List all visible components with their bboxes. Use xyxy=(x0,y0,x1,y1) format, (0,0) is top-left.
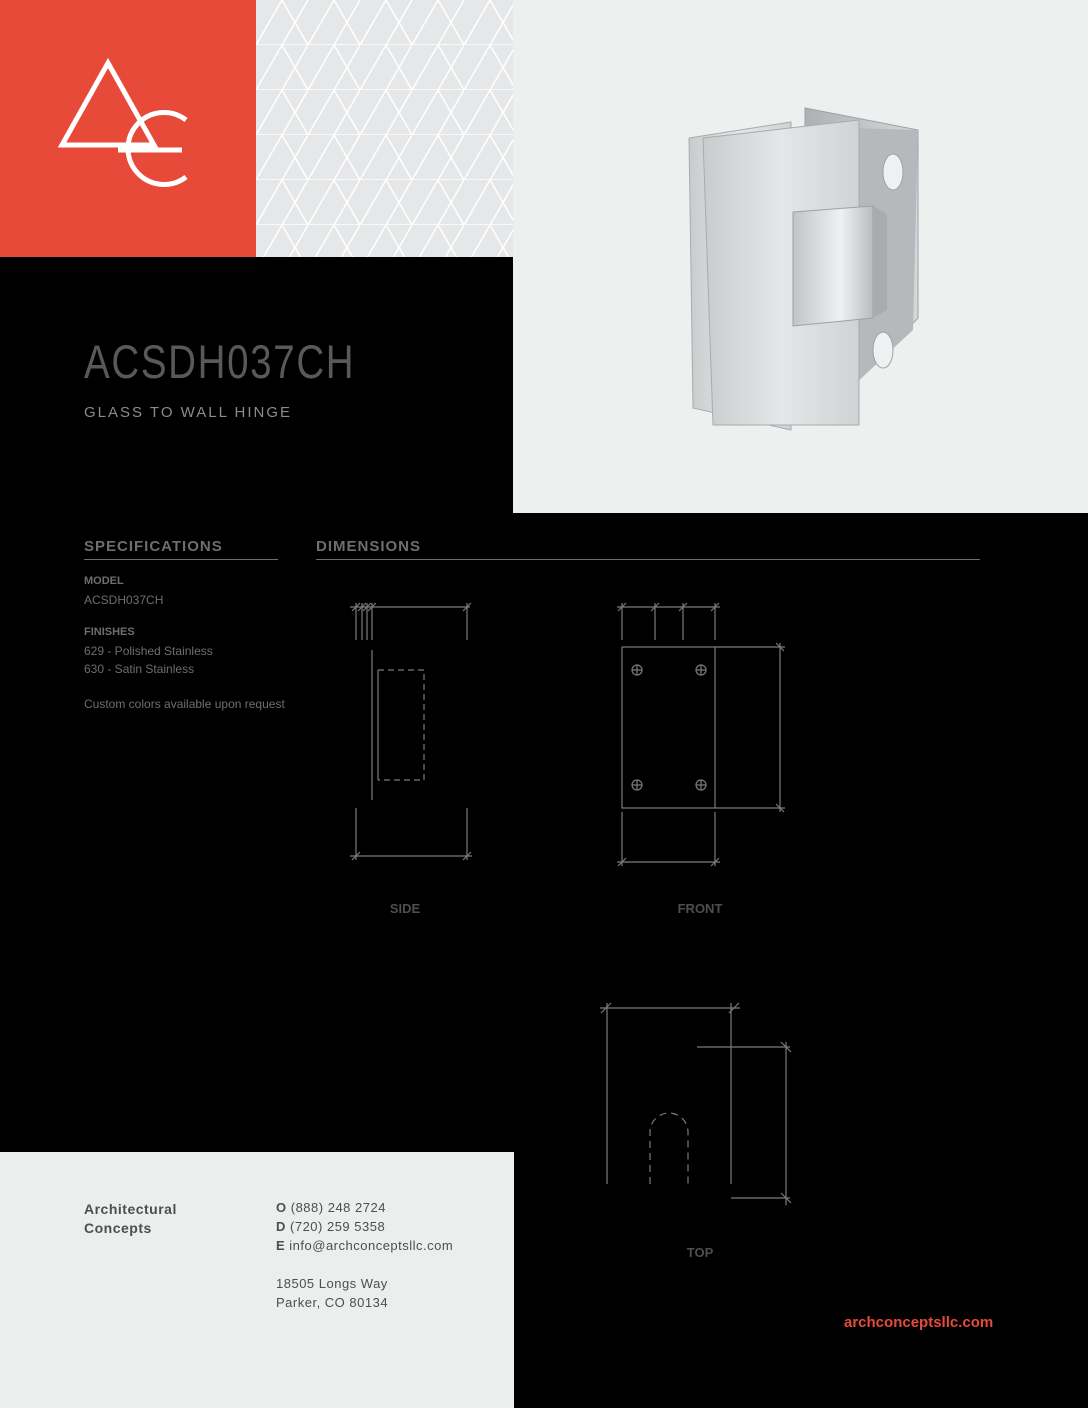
website-link[interactable]: archconceptsllc.com xyxy=(844,1314,994,1331)
specifications-heading: SPECIFICATIONS xyxy=(84,538,223,555)
brand-line-1: Architectural xyxy=(84,1201,177,1217)
phone-direct: D (720) 259 5358 xyxy=(276,1219,386,1234)
finish-item: 629 - Polished Stainless xyxy=(84,644,213,658)
finish-item: 630 - Satin Stainless xyxy=(84,662,195,676)
email: E info@archconceptsllc.com xyxy=(276,1238,454,1253)
product-code-title: ACSDH037CH xyxy=(84,335,356,388)
finishes-label: FINISHES xyxy=(84,626,135,638)
custom-colors-note: Custom colors available upon request xyxy=(84,697,285,711)
model-label: MODEL xyxy=(84,575,124,587)
front-view-drawing xyxy=(617,603,785,866)
top-view-drawing xyxy=(600,1003,791,1205)
side-view-label: SIDE xyxy=(389,901,421,916)
product-subtitle: GLASS TO WALL HINGE xyxy=(84,404,293,421)
side-view-drawing xyxy=(350,603,472,860)
front-view-label: FRONT xyxy=(677,901,723,916)
top-view-label: TOP xyxy=(686,1245,714,1260)
brand-name xyxy=(84,1200,177,1238)
contact-block xyxy=(276,1198,453,1312)
phone-office: O (888) 248 2724 xyxy=(276,1200,386,1215)
address-line-2: Parker, CO 80134 xyxy=(276,1295,389,1310)
address-line-1: 18505 Longs Way xyxy=(276,1276,388,1291)
brand-line-2: Concepts xyxy=(84,1220,152,1236)
email-link[interactable]: info@archconceptsllc.com xyxy=(289,1238,454,1253)
dimensions-heading: DIMENSIONS xyxy=(316,538,422,555)
model-value: ACSDH037CH xyxy=(84,593,164,607)
